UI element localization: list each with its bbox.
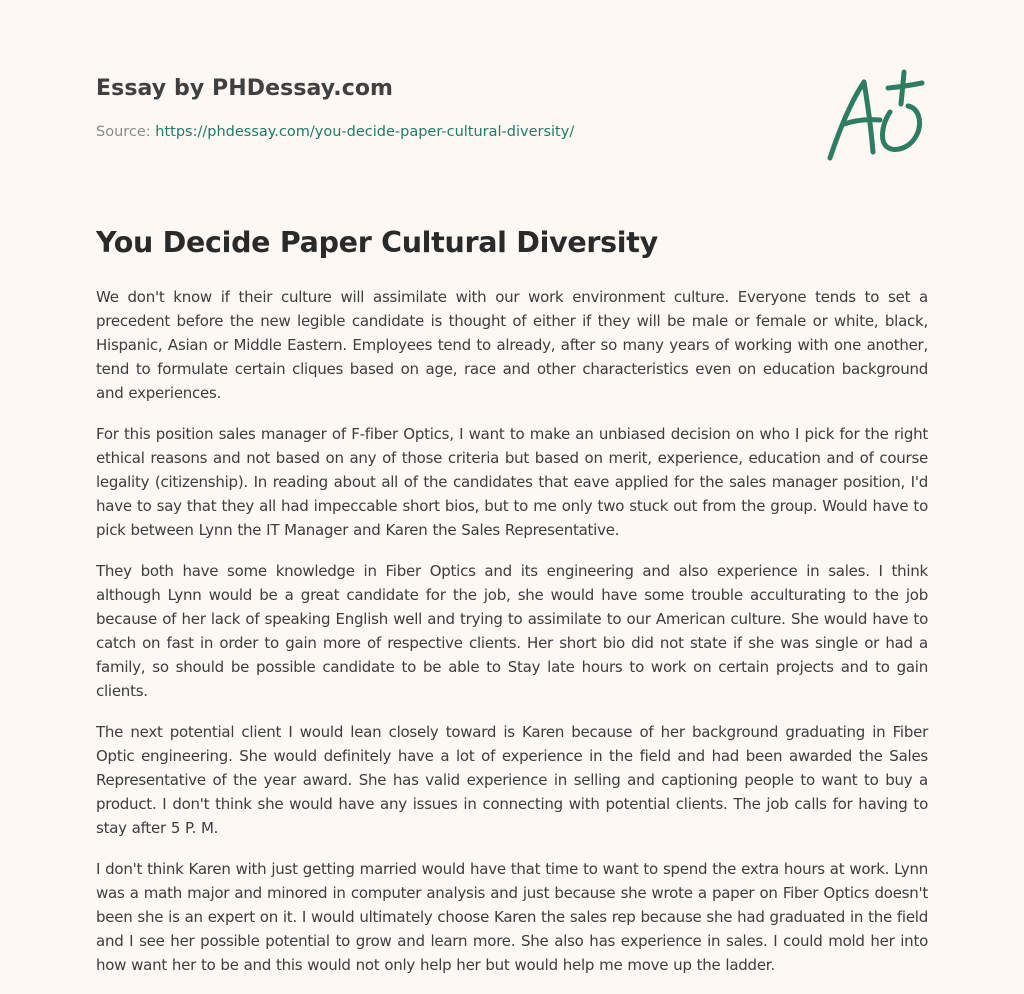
essay-body [96,285,928,994]
site-title: Essay by PHDessay.com [96,76,394,101]
essay-paragraph: For this position sales manager of F-fiber Optics, I want to make an unbiased decision on who I pick for the right ethical reasons and not based on any of those criteria but based on merit, experience, education and of course legality (citizenship). In reading about all of the candidates that eave applied for the sales manager position, I'd have to say that they all had impeccable short bios, but to me only two stuck out from the group. Would have to pick between Lynn the IT Manager and Karen the Sales Representative. [96,425,928,539]
essay-paragraph: I don't think Karen with just getting married would have that time to want to spend the extra hours at work. Lynn was a math major and minored in computer analysis and just because she wrote a paper on Fiber Optics doesn't been she is an expert on it. I would ultimately choose Karen the sales rep because she had graduated in the field and I see her possible potential to grow and learn more. She also has experience in sales. I could mold her into how want her to be and this would not only help her but would help me move up the ladder. [96,860,928,974]
source-label: Source: [96,124,151,140]
a-plus-grade-icon [818,66,930,168]
source-link[interactable]: https://phdessay.com/you-decide-paper-cultural-diversity/ [155,124,575,140]
essay-paragraph: The next potential client I would lean closely toward is Karen because of her background graduating in Fiber Optic engineering. She would definitely have a lot of experience in the field and had been awarded the Sales Representative of the year award. She has valid experience in selling and captioning people to want to buy a product. I don't think she would have any issues in connecting with potential clients. The job calls for having to stay after 5 P. M. [96,723,928,837]
essay-paragraph: They both have some knowledge in Fiber Optics and its engineering and also experience in sales. I think although Lynn would be a great candidate for the job, she would have some trouble acculturating to the job because of her lack of speaking English well and trying to assimilate to our American culture. She would have to catch on fast in order to gain more of respective clients. Her short bio did not state if she was single or had a family, so should be possible candidate to be able to Stay late hours to work on certain projects and to gain clients. [96,562,928,700]
source-line [96,124,574,140]
essay-paragraph: We don't know if their culture will assimilate with our work environment culture. Everyone tends to set a precedent before the new legible candidate is thought of either if they will be male or female or white, black, Hispanic, Asian or Middle Eastern. Employees tend to already, after so many years of working with one another, tend to formulate certain cliques based on age, race and other characteristics even on education background and experiences. [96,288,928,402]
essay-title: You Decide Paper Cultural Diversity [96,226,658,259]
